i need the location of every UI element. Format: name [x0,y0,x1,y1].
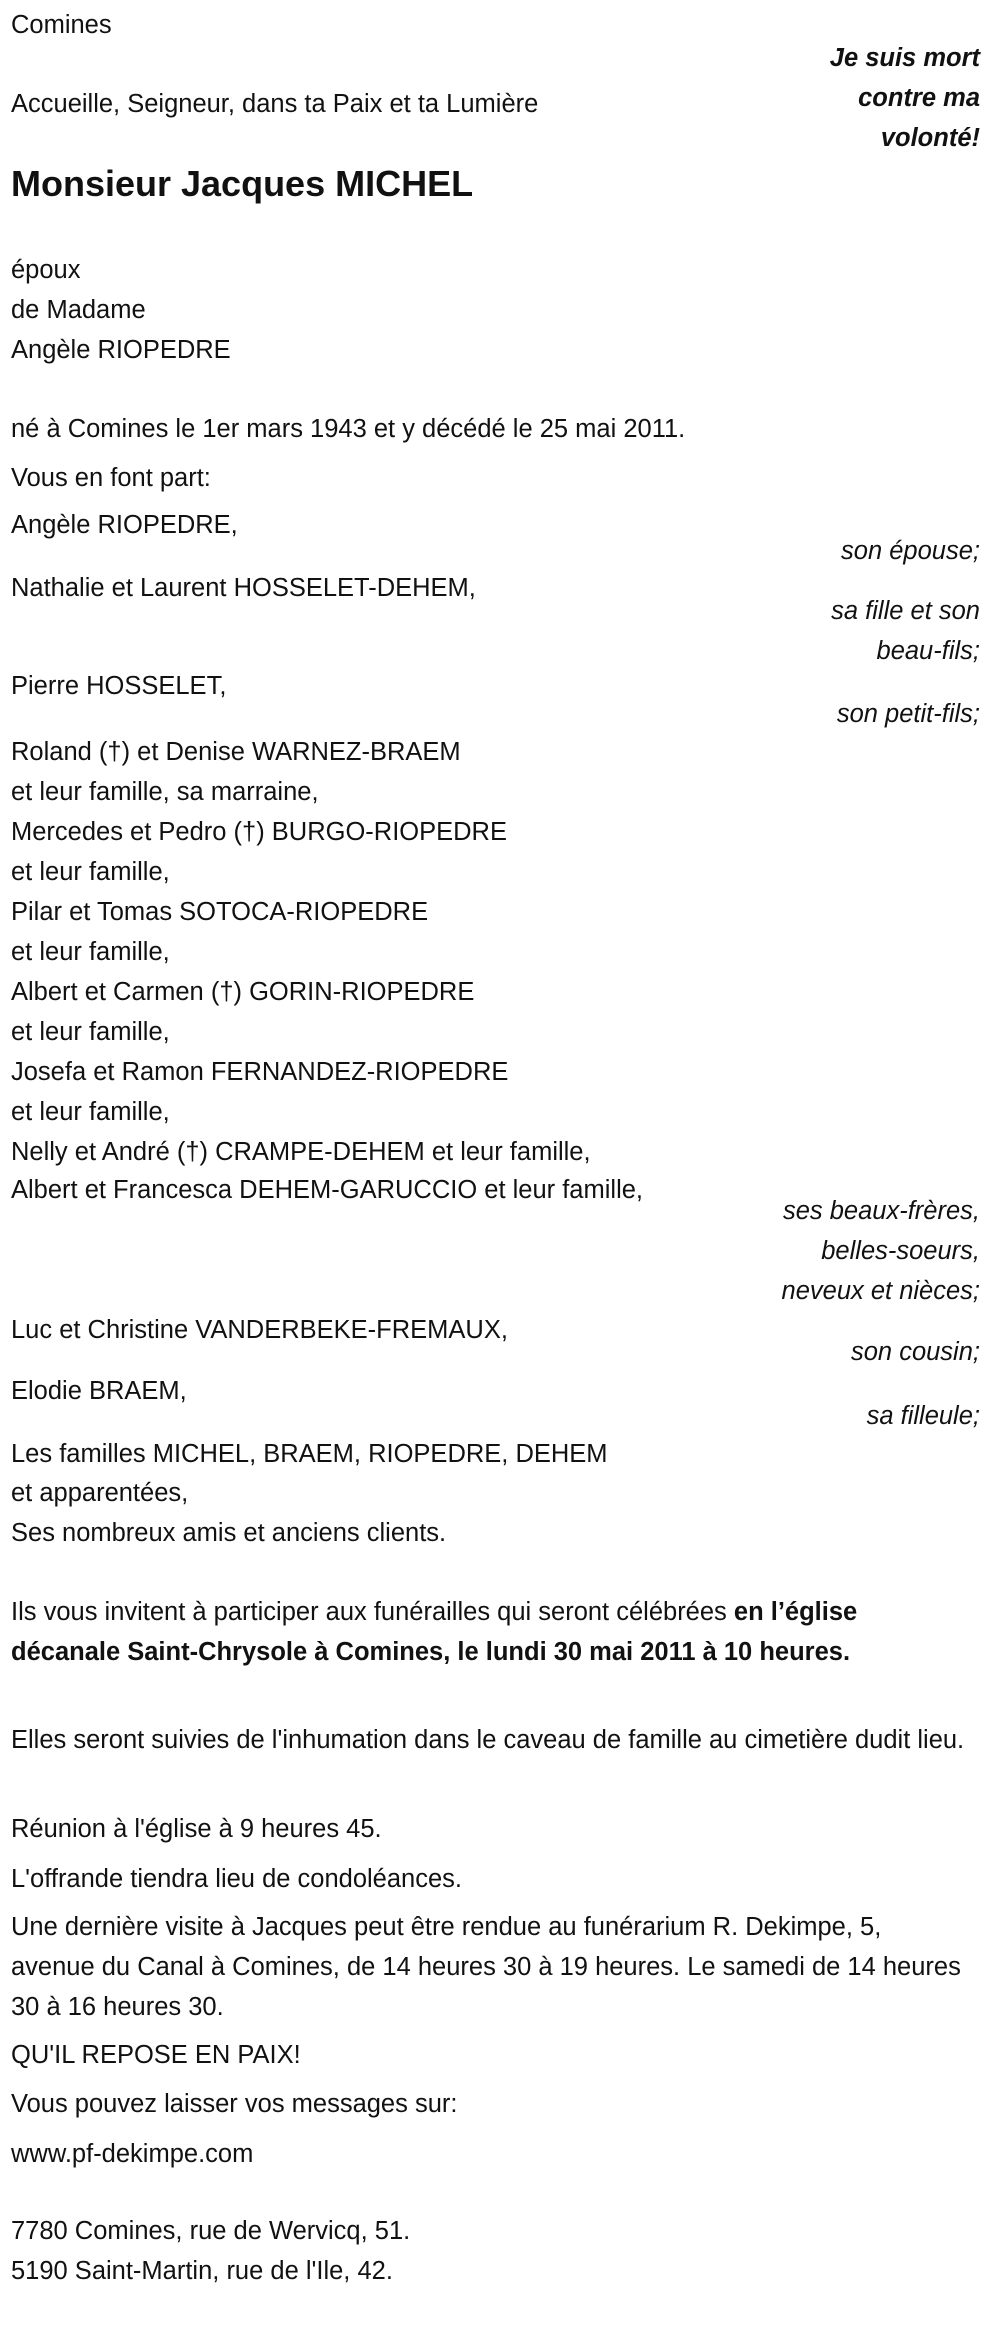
others-line: Ses nombreux amis et anciens clients. [11,1519,447,1547]
relation-label: beau-fils; [876,637,980,665]
motto-line: volonté! [880,124,980,152]
offering: L'offrande tiendra lieu de condoléances. [11,1865,462,1893]
in-law-line: et leur famille, [11,858,170,886]
in-law-line: et leur famille, [11,1018,170,1046]
messages: Vous pouvez laisser vos messages sur: [11,2090,458,2118]
website-link[interactable]: www.pf-dekimpe.com [11,2140,254,2168]
funeral-intro: Ils vous invitent à participer aux funérailles qui seront célébrées [11,1598,734,1626]
in-law-line: Albert et Francesca DEHEM-GARUCCIO et leur famille, [11,1176,643,1204]
town: Comines [11,11,112,39]
address: 7780 Comines, rue de Wervicq, 51. [11,2217,411,2245]
meeting: Réunion à l'église à 9 heures 45. [11,1815,382,1843]
others-line: et apparentées, [11,1479,189,1507]
in-law-line: et leur famille, sa marraine, [11,778,319,806]
burial: Elles seront suivies de l'inhumation dans le caveau de famille au cimetière dudit lieu. [11,1726,965,1754]
in-law-line: et leur famille, [11,938,170,966]
motto [830,38,980,158]
in-law-line: Roland (†) et Denise WARNEZ-BRAEM [11,738,461,766]
announce: Vous en font part: [11,464,211,492]
relation-label: sa fille et son [831,597,980,625]
in-law-line: Albert et Carmen (†) GORIN-RIOPEDRE [11,978,475,1006]
relation-label: son cousin; [851,1338,980,1366]
in-law-line: et leur famille, [11,1098,170,1126]
birth-death: né à Comines le 1er mars 1943 et y décédé le 25 mai 2011. [11,415,686,443]
funeral-details: en l’église décanale Saint-Chrysole à Comines, le lundi 30 mai 2011 à 10 heures. [11,1598,858,1666]
family-wife: Angèle RIOPEDRE, [11,511,238,539]
funeral-invitation [11,1592,971,1672]
in-law-line: Nelly et André (†) CRAMPE-DEHEM et leur famille, [11,1138,591,1166]
motto-line: contre ma [858,84,980,112]
in-law-line: Mercedes et Pedro (†) BURGO-RIOPEDRE [11,818,507,846]
deceased-name: Monsieur Jacques MICHEL [11,163,474,204]
relation-label: belles-soeurs, [821,1237,980,1265]
family-cousin: Luc et Christine VANDERBEKE-FREMAUX, [11,1316,508,1344]
in-law-line: Josefa et Ramon FERNANDEZ-RIOPEDRE [11,1058,509,1086]
spouse-line: de Madame [11,296,146,324]
relation-label: ses beaux-frères, [782,1197,980,1225]
motto-line: Je suis mort [829,44,980,72]
relation-label: son petit-fils; [836,700,980,728]
address: 5190 Saint-Martin, rue de l'Ile, 42. [11,2257,393,2285]
spouse-line: époux [11,256,81,284]
visit: Une dernière visite à Jacques peut être rendue au funérarium R. Dekimpe, 5, avenue du Canal à Comines, de 14 heures 30 à 19 heures. Le samedi de 14 heures 30 à 16 heures 30. [11,1913,961,2021]
spouse-line: Angèle RIOPEDRE [11,336,231,364]
family-daughter: Nathalie et Laurent HOSSELET-DEHEM, [11,574,476,602]
family-goddaughter: Elodie BRAEM, [11,1377,187,1405]
relation-label: son épouse; [841,537,980,565]
prayer: Accueille, Seigneur, dans ta Paix et ta Lumière [11,90,539,118]
others-line: Les familles MICHEL, BRAEM, RIOPEDRE, DEHEM [11,1440,608,1468]
relation-label: neveux et nièces; [781,1277,980,1305]
family-grandson: Pierre HOSSELET, [11,672,227,700]
in-law-line: Pilar et Tomas SOTOCA-RIOPEDRE [11,898,429,926]
rip: QU'IL REPOSE EN PAIX! [11,2041,301,2069]
relation-label: sa filleule; [866,1402,980,1430]
